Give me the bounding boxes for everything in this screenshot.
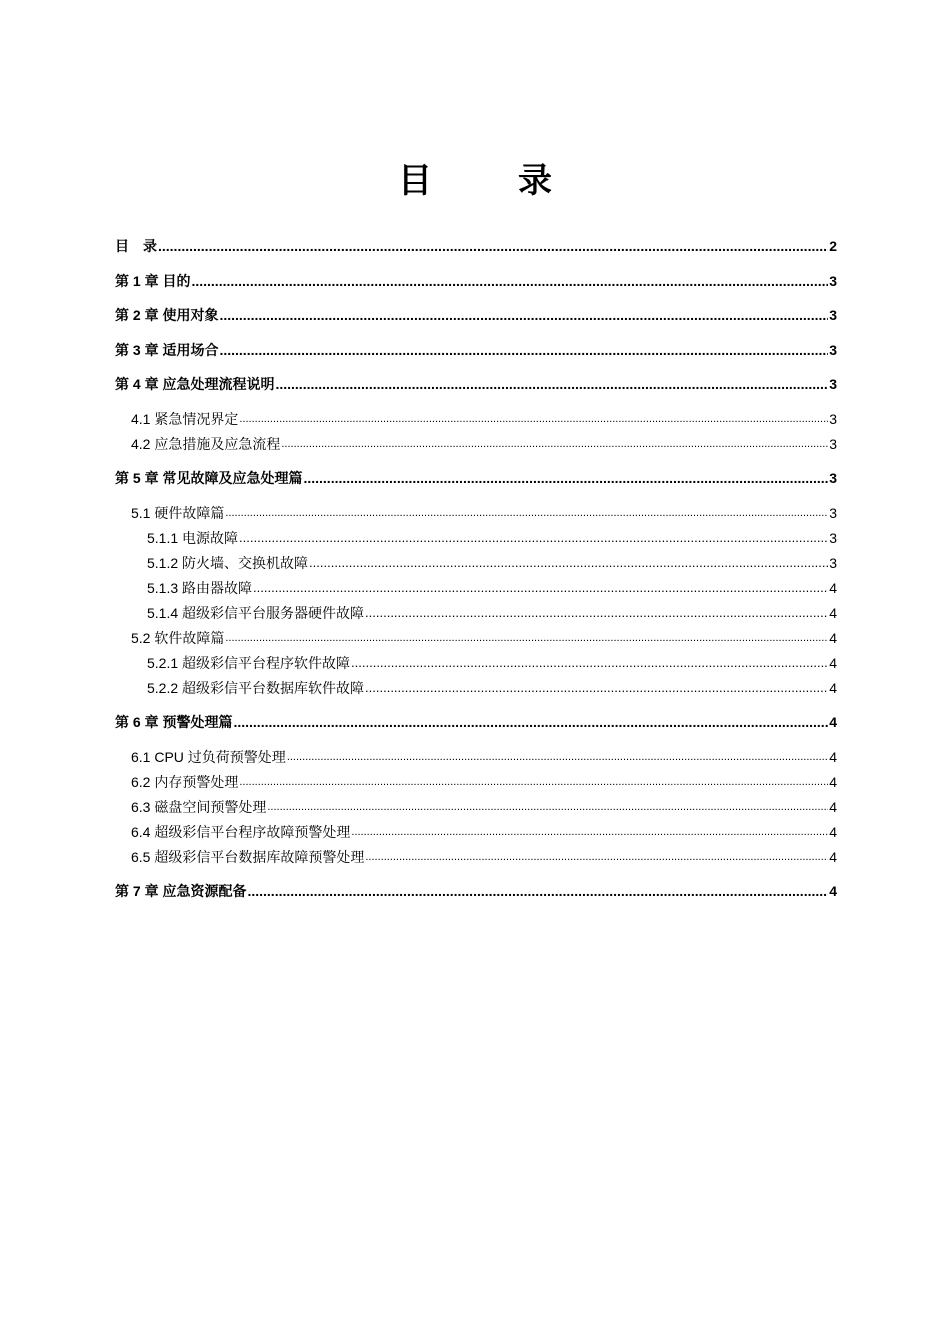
toc-page-number: 3	[829, 342, 837, 358]
toc-entry-label: 5.2.1 超级彩信平台程序软件故障	[147, 655, 351, 671]
toc-entry-6-4[interactable]	[115, 818, 837, 842]
toc-entry-label: 5.2.2 超级彩信平台数据库软件故障	[147, 680, 365, 696]
toc-entry-label: 第 4 章 应急处理流程说明	[115, 376, 275, 392]
toc-page-number: 4	[829, 605, 837, 621]
toc-entry-label: 第 3 章 适用场合	[115, 342, 219, 358]
dot-leader	[281, 434, 828, 454]
dot-leader	[233, 712, 828, 732]
toc-page-number: 4	[829, 749, 837, 765]
dot-leader	[351, 653, 828, 673]
toc-entry-chapter-4[interactable]	[115, 370, 837, 394]
toc-page-number: 4	[829, 774, 837, 790]
dot-leader	[351, 822, 828, 842]
toc-entry-5-1-3[interactable]	[115, 574, 837, 598]
dot-leader	[309, 553, 828, 573]
dot-leader	[365, 603, 828, 623]
toc-page-number: 3	[829, 555, 837, 571]
toc-page-number: 4	[829, 680, 837, 696]
dot-leader	[219, 340, 828, 360]
toc-entry-label: 4.1 紧急情况界定	[131, 411, 239, 427]
dot-leader	[287, 747, 828, 767]
dot-leader	[365, 847, 828, 867]
toc-entry-label: 6.2 内存预警处理	[131, 774, 239, 790]
toc-page-number: 3	[829, 436, 837, 452]
toc-entry-5-1-1[interactable]	[115, 524, 837, 548]
toc-entry-chapter-2[interactable]	[115, 301, 837, 325]
toc-entry-5-2-1[interactable]	[115, 649, 837, 673]
toc-entry-label: 5.2 软件故障篇	[131, 630, 225, 646]
dot-leader	[303, 468, 828, 488]
toc-page-number: 3	[829, 376, 837, 392]
toc-page-number: 3	[829, 505, 837, 521]
dot-leader	[225, 628, 828, 648]
dot-leader	[239, 409, 828, 429]
toc-page-number: 3	[829, 307, 837, 323]
dot-leader	[365, 678, 828, 698]
toc-entry-6-2[interactable]	[115, 768, 837, 792]
toc-page-number: 4	[829, 630, 837, 646]
toc-entry-5-1-2[interactable]	[115, 549, 837, 573]
dot-leader	[239, 528, 828, 548]
toc-entry-chapter-6[interactable]	[115, 708, 837, 732]
dot-leader	[191, 271, 828, 291]
toc-page-number: 3	[829, 530, 837, 546]
toc-entry-4-1[interactable]	[115, 405, 837, 429]
dot-leader	[253, 578, 828, 598]
toc-entry-label: 6.5 超级彩信平台数据库故障预警处理	[131, 849, 365, 865]
toc-entry-4-2[interactable]	[115, 430, 837, 454]
toc-page-number: 4	[829, 883, 837, 899]
toc-entry-6-1[interactable]	[115, 743, 837, 767]
toc-entry-chapter-3[interactable]	[115, 336, 837, 360]
toc-entry-5-2[interactable]	[115, 624, 837, 648]
dot-leader	[225, 503, 828, 523]
toc-entry-label: 5.1 硬件故障篇	[131, 505, 225, 521]
toc-page-number: 3	[829, 273, 837, 289]
toc-entry-label: 5.1.2 防火墙、交换机故障	[147, 555, 309, 571]
toc-entry-label: 第 6 章 预警处理篇	[115, 714, 233, 730]
dot-leader	[275, 374, 828, 394]
toc-entry-label: 第 5 章 常见故障及应急处理篇	[115, 470, 303, 486]
dot-leader	[239, 772, 828, 792]
toc-entry-label: 4.2 应急措施及应急流程	[131, 436, 281, 452]
dot-leader	[219, 305, 828, 325]
toc-entry-label: 第 7 章 应急资源配备	[115, 883, 247, 899]
toc-entry-5-1[interactable]	[115, 499, 837, 523]
toc-page-number: 4	[829, 824, 837, 840]
toc-entry-label: 目 录	[115, 238, 157, 254]
toc-entry-chapter-1[interactable]	[115, 267, 837, 291]
toc-entry-chapter-7[interactable]	[115, 877, 837, 901]
toc-entry-5-1-4[interactable]	[115, 599, 837, 623]
toc-page-number: 4	[829, 580, 837, 596]
toc-entry-chapter-5[interactable]	[115, 464, 837, 488]
toc-page-number: 2	[829, 238, 837, 254]
toc-page-number: 3	[829, 470, 837, 486]
toc-page-number: 4	[829, 799, 837, 815]
toc-entry-contents[interactable]	[115, 232, 837, 256]
toc-page-number: 4	[829, 655, 837, 671]
toc-entry-label: 5.1.3 路由器故障	[147, 580, 253, 596]
toc-entry-label: 6.1 CPU 过负荷预警处理	[131, 749, 286, 765]
toc-entry-label: 第 1 章 目的	[115, 273, 191, 289]
toc-entry-6-5[interactable]	[115, 843, 837, 867]
dot-leader	[247, 881, 828, 901]
toc-entry-6-3[interactable]	[115, 793, 837, 817]
page-title: 目 录	[398, 162, 578, 200]
toc-entry-label: 6.4 超级彩信平台程序故障预警处理	[131, 824, 351, 840]
toc-entry-5-2-2[interactable]	[115, 674, 837, 698]
toc-entry-label: 5.1.4 超级彩信平台服务器硬件故障	[147, 605, 365, 621]
toc-page-number: 4	[829, 714, 837, 730]
dot-leader	[158, 236, 828, 256]
toc-entry-label: 6.3 磁盘空间预警处理	[131, 799, 267, 815]
toc-page-number: 4	[829, 849, 837, 865]
toc-page-number: 3	[829, 411, 837, 427]
dot-leader	[267, 797, 828, 817]
toc-entry-label: 5.1.1 电源故障	[147, 530, 239, 546]
toc-entry-label: 第 2 章 使用对象	[115, 307, 219, 323]
